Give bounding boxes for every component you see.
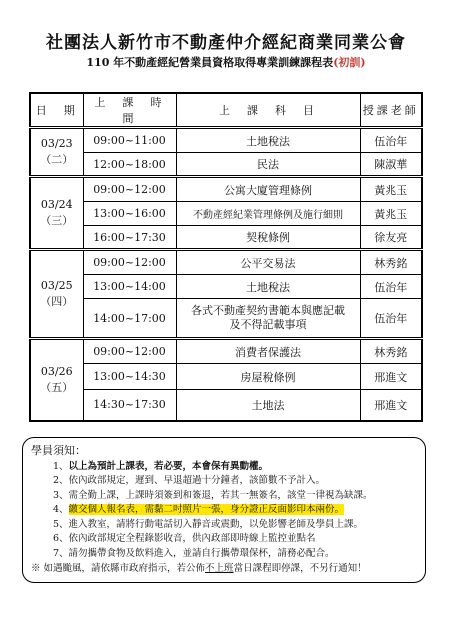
item-number: 6、 [53, 533, 69, 544]
table-row [30, 226, 422, 250]
date-text: 03/26 [40, 364, 73, 378]
teacher-cell: 陳淑華 [360, 153, 422, 177]
item-text: 請勿攜帶食物及飲料進入，並請自行攜帶環保杯，請務必配合。 [68, 547, 335, 559]
item-text: 依內政部規定，遲到、早退超過十分鐘者，該節數不予計入。 [68, 475, 326, 486]
course-cell: 契稅條例 [176, 226, 360, 250]
notice-box [22, 437, 426, 583]
item-number: 7、 [53, 547, 69, 559]
header-time: 上 課 時 間 [83, 93, 176, 128]
time-cell: 16:00~17:30 [83, 226, 176, 250]
item-text: 需全勤上課，上課時須簽到和簽退，若其一無簽名，該堂一律視為缺課。 [68, 489, 373, 501]
date-text: 03/24 [40, 198, 73, 211]
teacher-cell: 黃兆玉 [360, 177, 422, 202]
course-cell: 房屋稅條例 [176, 364, 360, 390]
table-row [30, 299, 422, 339]
weekday-text: （四） [40, 295, 74, 308]
subtitle-tag: (初訓) [333, 56, 366, 69]
item-number: 3、 [53, 489, 69, 501]
time-cell: 09:00~11:00 [83, 128, 176, 153]
notice-footer [31, 562, 417, 577]
weekday-text: （三） [40, 214, 74, 227]
time-cell: 09:00~12:00 [83, 177, 176, 202]
table-row [30, 177, 422, 202]
item-number: 2、 [53, 475, 69, 486]
teacher-cell: 伍治年 [360, 275, 422, 299]
footer-text-a: 如遇颱風，請依縣市政府指示，若公佈 [40, 563, 206, 574]
time-cell: 14:00~17:00 [83, 299, 176, 339]
item-text: 依內政部規定全程錄影收音，供內政部即時線上監控並點名 [68, 533, 316, 544]
item-text: 進入教室，請將行動電話切入靜音或震動，以免影響老師及學員上課。 [68, 518, 364, 530]
course-cell: 消費者保護法 [176, 339, 360, 364]
notice-item [31, 474, 417, 489]
header-course: 上 課 科 目 [176, 93, 360, 128]
notice-heading: 學員須知： [31, 444, 86, 457]
course-cell: 土地法 [176, 390, 360, 421]
time-cell: 14:30~17:30 [83, 390, 176, 421]
table-row [30, 364, 422, 390]
teacher-cell: 伍治年 [360, 128, 422, 153]
date-cell [30, 250, 83, 339]
table-row [30, 202, 422, 226]
table-row [30, 153, 422, 177]
table-row [30, 339, 422, 364]
course-line-1: 各式不動產契約書範本與應記載 [191, 304, 345, 317]
document-title: 社團法人新竹市不動產仲介經紀商業同業公會 [46, 33, 406, 53]
teacher-cell: 林秀銘 [360, 250, 422, 275]
teacher-cell: 黃兆玉 [360, 202, 422, 226]
table-row [30, 128, 422, 153]
footer-underlined: 不上班 [205, 563, 234, 574]
course-cell [176, 299, 360, 339]
time-cell: 09:00~12:00 [83, 339, 176, 364]
notice-item-highlighted [31, 503, 417, 518]
teacher-cell: 徐友亮 [360, 226, 422, 250]
header-date: 日 期 [30, 93, 83, 128]
course-cell: 土地稅法 [176, 275, 360, 299]
date-cell [30, 339, 83, 421]
item-text: 繳交個人報名表，需黏二吋照片一張，身分證正反面影印本兩份。 [68, 504, 345, 515]
time-cell: 13:00~14:00 [83, 275, 176, 299]
item-number: 4、 [53, 504, 69, 515]
teacher-cell: 邢進文 [360, 364, 422, 390]
weekday-text: （二） [40, 153, 74, 166]
time-cell: 09:00~12:00 [83, 250, 176, 275]
notice-item [31, 460, 417, 475]
course-line-2: 及不得記載事項 [229, 318, 307, 331]
table-header-row [30, 93, 422, 128]
schedule-table [29, 92, 423, 422]
table-row [30, 250, 422, 275]
footer-text-b: 當日課程即停課，不另行通知！ [233, 563, 367, 574]
course-cell: 民法 [176, 153, 360, 177]
course-cell: 公平交易法 [176, 250, 360, 275]
course-cell: 不動產經紀業管理條例及施行細則 [176, 202, 360, 226]
teacher-cell: 伍治年 [360, 299, 422, 339]
notice-item [31, 532, 417, 547]
teacher-cell: 林秀銘 [360, 339, 422, 364]
date-cell [30, 177, 83, 250]
document-subtitle [0, 54, 452, 70]
item-text: 以上為預計上課表，若必要，本會保有異動權。 [68, 460, 269, 472]
date-text: 03/23 [40, 137, 73, 150]
teacher-cell: 邢進文 [360, 390, 422, 421]
date-cell [30, 128, 83, 177]
time-cell: 13:00~14:30 [83, 364, 176, 390]
table-row [30, 275, 422, 299]
item-number: 5、 [53, 518, 69, 530]
table-row [30, 390, 422, 421]
subtitle-text: 110 年不動產經紀營業員資格取得專業訓練課程表 [86, 56, 334, 69]
weekday-text: （五） [40, 380, 74, 394]
time-cell: 13:00~16:00 [83, 202, 176, 226]
course-cell: 土地稅法 [176, 128, 360, 153]
notice-item [31, 547, 417, 562]
reference-mark: ※ [31, 563, 41, 574]
notice-item [31, 518, 417, 533]
date-text: 03/25 [40, 279, 73, 292]
time-cell: 12:00~18:00 [83, 153, 176, 177]
notice-item [31, 489, 417, 504]
header-teacher: 授課老師 [360, 93, 422, 128]
course-cell: 公寓大廈管理條例 [176, 177, 360, 202]
item-number: 1、 [53, 460, 69, 472]
